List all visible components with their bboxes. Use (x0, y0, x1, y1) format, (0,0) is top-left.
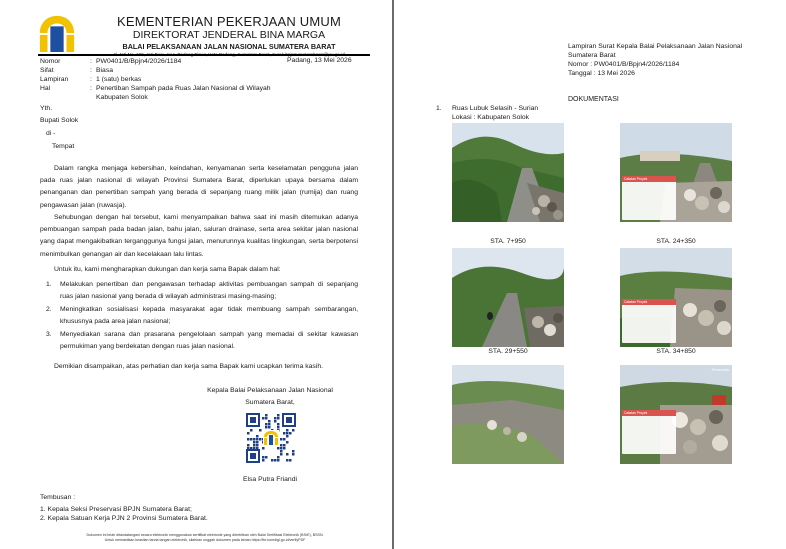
request-item-1: 1. Melakukan penertiban dan pengawasan terhadap aktivitas pembuangan sampah di sepanjang ruas jalan nasional yang berada di wilayah administrasi masing-masing; (46, 281, 358, 301)
timemark-watermark: Timemark (711, 367, 729, 372)
geotag-card-2: Catatan Proyek (622, 299, 676, 343)
documentation-title: DOKUMENTASI (568, 96, 619, 103)
footer-note-2: Untuk memastikan keaslian tanda tangan elektronik, silahkan unggah dokumen pada laman https://tte.komdigi.go.id/verifyPDF (104, 538, 306, 542)
meta-hal: Hal : Penertiban Sampah pada Ruas Jalan Nasional di Wilayah (40, 85, 271, 92)
letterhead (88, 14, 370, 57)
photo-caption-4: STA. 34+850 (656, 348, 696, 355)
request-item-2: 2. Meningkatkan sosialisasi kepada masyarakat agar tidak membuang sampah sembarangan, khususnya pada area jalan nasional; (46, 306, 358, 326)
ministry-name: KEMENTERIAN PEKERJAAN UMUM (116, 14, 342, 29)
attachment-title-1: Lampiran Surat Kepala Balai Pelaksanaan Jalan Nasional (568, 43, 743, 50)
photo-caption-3: STA. 29+550 (488, 348, 528, 355)
letter-number: PW0401/B/Bpjn4/2026/1184 (96, 58, 182, 65)
geotag-card-3: Catatan Proyek (622, 410, 676, 454)
geotag-card-1: Catatan Proyek (622, 176, 676, 220)
pu-logo-icon (38, 12, 76, 54)
directorate-name: DIREKTORAT JENDERAL BINA MARGA (132, 29, 326, 41)
route-name: Ruas Lubuk Selasih - Surian (452, 105, 539, 112)
letter-date: Padang, 13 Mei 2026 (287, 57, 352, 64)
closing-paragraph: Demikian disampaikan, atas perhatian dan kerja sama Bapak kami ucapkan terima kasih. (54, 363, 323, 370)
route-location: Lokasi : Kabupaten Solok (452, 114, 530, 122)
photo-caption-1: STA. 7+950 (490, 238, 526, 245)
photo-sta-29550 (452, 248, 564, 347)
qr-code-icon (245, 412, 297, 464)
request-item-3: 3. Menyediakan sarana dan prasarana pengelolaan sampah yang memadai di sekitar kawasan permukiman yang berdekatan dengan ruas jalan nasional. (46, 331, 358, 351)
photo-5 (452, 365, 564, 464)
recipient-yth: Yth. (40, 105, 53, 112)
office-name: BALAI PELAKSANAAN JALAN NASIONAL SUMATERA BARAT (122, 42, 336, 51)
meta-hal-cont: Kabupaten Solok (96, 94, 148, 101)
paragraph-2: Sehubungan dengan hal tersebut, kami menyampaikan bahwa saat ini masih ditemukan adanya pembuangan sampah pada badan jalan, bahu jalan, saluran drainase, serta area sekitar jalan nasional yang dapat mengakibatkan terganggunya fungsi jalan, menurunnya kualitas lingkungan, serta berpotensi menimbulkan genangan air dan kecelakaan lalu lintas. (40, 214, 358, 258)
attachment-number: Nomor : PW0401/B/Bpjn4/2026/1184 (568, 61, 680, 68)
attachment-title-2: Sumatera Barat (568, 52, 616, 59)
meta-sifat: Sifat : Biasa (40, 67, 114, 74)
tembusan-title: Tembusan : (40, 494, 76, 501)
tembusan-item-2: 2. Kepala Satuan Kerja PJN 2 Provinsi Sumatera Barat. (40, 515, 208, 522)
recipient-di: di - (46, 130, 56, 137)
recipient-tempat: Tempat (52, 143, 75, 150)
signature-title-2: Sumatera Barat, (245, 399, 295, 406)
route-info: 1. Ruas Lubuk Selasih - Surian Lokasi : Kabupaten Solok (436, 105, 539, 122)
signatory-name: Elsa Putra Friandi (242, 476, 298, 483)
paragraph-1: Dalam rangka menjaga kebersihan, keindahan, kenyamanan serta keselamatan pengguna jalan pada ruas jalan nasional di wilayah Provinsi Sumatera Barat, diperlukan upaya bersama dalam penanganan dan penertiban sampah yang berada di sepanjang ruang milik jalan (rumija) dan ruang pengawasan jalan (ruwasja). (40, 165, 358, 209)
recipient-name: Bupati Solok (40, 117, 79, 124)
attachment-date: Tanggal : 13 Mei 2026 (568, 70, 635, 77)
photo-caption-2: STA. 24+350 (656, 238, 696, 245)
letterhead-rule (38, 54, 370, 56)
paragraph-3: Untuk itu, kami mengharapkan dukungan dan kerja sama Bapak dalam hal: (54, 266, 281, 273)
photo-sta-7950 (452, 123, 564, 222)
footer-note-1: Dokumen ini telah ditandatangani secara elektronik menggunakan sertifikat elektronik yang diterbitkan oleh Balai Sertifikasi Elektronik (BSrE), BSSN. (86, 533, 324, 537)
meta-nomor: Nomor : PW0401/B/Bpjn4/2026/1184 (40, 58, 182, 65)
meta-lampiran: Lampiran : 1 (satu) berkas (40, 76, 142, 83)
signature-title-1: Kepala Balai Pelaksanaan Jalan Nasional (207, 387, 333, 394)
tembusan-item-1: 1. Kepala Seksi Preservasi BPJN Sumatera Barat; (40, 506, 192, 513)
